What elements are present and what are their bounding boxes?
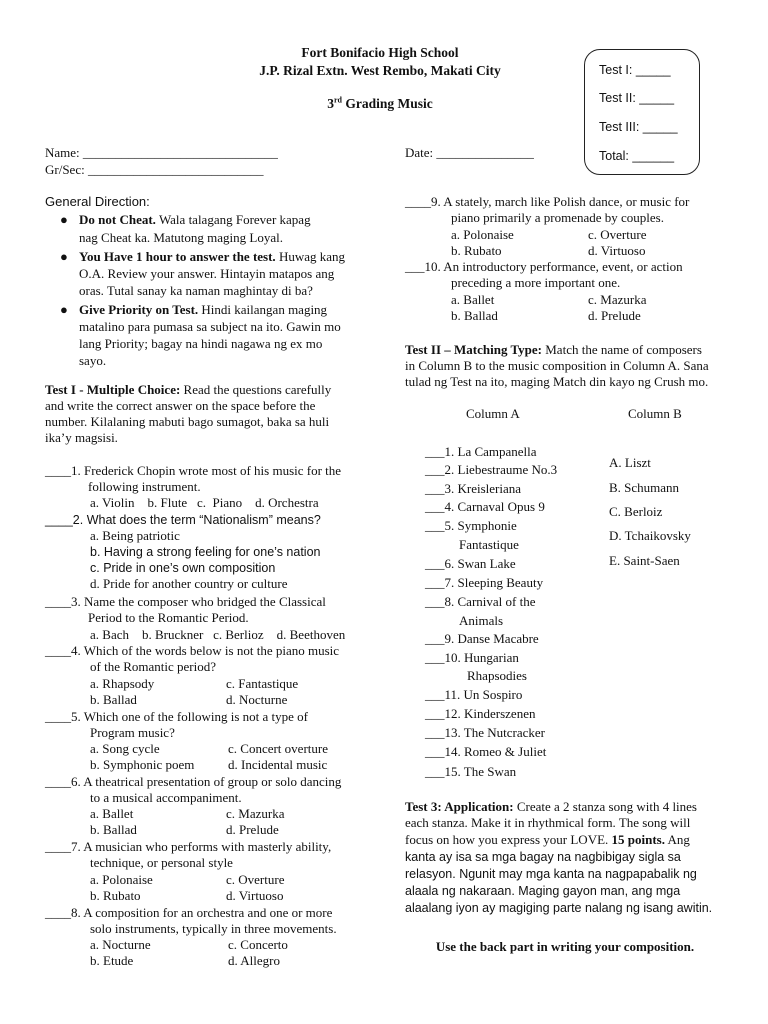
test2-instr-2: in Column B to the music composition in Column A. Sana bbox=[405, 358, 709, 373]
q6-option-d: d. Prelude bbox=[226, 822, 279, 837]
direction-3-text-4: sayo. bbox=[79, 353, 107, 368]
q10-option-d: d. Prelude bbox=[588, 308, 641, 323]
q10-text-2: preceding a more important one. bbox=[451, 275, 621, 290]
score-test3[interactable]: Test III: _____ bbox=[599, 120, 678, 134]
q10-option-c: c. Mazurka bbox=[588, 292, 647, 307]
col-a-item: ___10. Hungarian bbox=[425, 650, 519, 665]
column-a-title: Column A bbox=[466, 406, 520, 421]
q5-option-a: a. Song cycle bbox=[90, 741, 160, 756]
test2-instr-1: Match the name of composers bbox=[545, 342, 702, 357]
q7-option-c: c. Overture bbox=[226, 872, 285, 887]
test1-instr-1: Read the questions carefully bbox=[183, 382, 332, 397]
q4-text-2: of the Romantic period? bbox=[90, 659, 216, 674]
test3-text-3b: Ang bbox=[667, 832, 690, 847]
q9-text-2: piano primarily a promenade by couples. bbox=[451, 210, 664, 225]
q10-text: ___10. An introductory performance, event, or action bbox=[405, 259, 683, 274]
score-box bbox=[584, 49, 700, 175]
col-a-item-cont: Rhapsodies bbox=[467, 668, 527, 683]
bullet-icon: ● bbox=[60, 302, 68, 317]
direction-3-line-1 bbox=[79, 302, 327, 318]
direction-2-text-2: O.A. Review your answer. Hintayin matapos ang bbox=[79, 266, 335, 281]
col-a-item: ___5. Symphonie bbox=[425, 518, 517, 533]
test2-line-1 bbox=[405, 342, 702, 358]
test3-text-5: relasyon. Ngunit may mga kanta na nagpapabalik ng bbox=[405, 867, 697, 881]
q1-text: ____1. Frederick Chopin wrote most of his music for the bbox=[45, 463, 342, 478]
test2-instr-3: tulad ng Test na ito, maging Match din kayo ng Crush mo. bbox=[405, 374, 709, 389]
q5-option-b: b. Symphonic poem bbox=[90, 757, 195, 772]
q10-option-a: a. Ballet bbox=[451, 292, 495, 307]
col-b-item: A. Liszt bbox=[609, 455, 651, 470]
test3-footer-note: Use the back part in writing your composition. bbox=[435, 939, 695, 954]
q3-text-2: Period to the Romantic Period. bbox=[88, 610, 249, 625]
q9-option-c: c. Overture bbox=[588, 227, 647, 242]
q2-text: ____2. What does the term “Nationalism” means? bbox=[45, 513, 321, 527]
q7-option-a: a. Polonaise bbox=[90, 872, 153, 887]
q8-option-a: a. Nocturne bbox=[90, 937, 151, 952]
direction-3-text-2: matalino para pumasa sa subject na ito. Gawin mo bbox=[79, 319, 341, 334]
test3-text-6: alaala ng nakaraan. Maging gayon man, ang mga bbox=[405, 884, 681, 898]
q2-option-a: a. Being patriotic bbox=[90, 528, 180, 543]
col-a-item: ___4. Carnaval Opus 9 bbox=[425, 499, 545, 514]
q8-option-d: d. Allegro bbox=[228, 953, 280, 968]
q8-option-b: b. Etude bbox=[90, 953, 134, 968]
col-a-item: ___15. The Swan bbox=[425, 764, 517, 779]
direction-2-text-3: oras. Tutal sanay ka naman maghintay di ba? bbox=[79, 283, 313, 298]
q6-option-c: c. Mazurka bbox=[226, 806, 285, 821]
direction-2-text-1: Huwag kang bbox=[278, 249, 346, 264]
direction-3-text-3: lang Priority; bagay na hindi nagawa ng ex mo bbox=[79, 336, 323, 351]
score-total[interactable]: Total: ______ bbox=[599, 149, 675, 163]
q9-text: ____9. A stately, march like Polish dance, or music for bbox=[405, 194, 690, 209]
test3-title: Test 3: Application: bbox=[405, 799, 514, 814]
q5-text: ____5. Which one of the following is not a type of bbox=[45, 709, 308, 724]
direction-1-bold: Do not Cheat. bbox=[79, 212, 156, 227]
col-a-item: ___11. Un Sospiro bbox=[425, 687, 523, 702]
test2-title: Test II – Matching Type: bbox=[405, 342, 542, 357]
col-a-item: ___6. Swan Lake bbox=[425, 556, 516, 571]
q8-text-2: solo instruments, typically in three movements. bbox=[90, 921, 337, 936]
direction-2-bold: You Have 1 hour to answer the test. bbox=[79, 249, 276, 264]
test3-text-7: alaalang iyon ay magiging parte nalang ng isang awitin. bbox=[405, 901, 713, 915]
q1-text-2: following instrument. bbox=[88, 479, 201, 494]
test3-text-3: focus on how you express your LOVE. bbox=[405, 832, 609, 847]
q6-option-a: a. Ballet bbox=[90, 806, 134, 821]
q2-option-c: c. Pride in one’s own composition bbox=[90, 561, 276, 575]
col-a-item: ___8. Carnival of the bbox=[425, 594, 536, 609]
q4-option-a: a. Rhapsody bbox=[90, 676, 155, 691]
test3-points: 15 points. bbox=[611, 832, 665, 847]
score-test2[interactable]: Test II: _____ bbox=[599, 91, 675, 105]
directions-title: General Direction: bbox=[45, 194, 150, 209]
q9-option-d: d. Virtuoso bbox=[588, 243, 646, 258]
col-a-item-cont: Animals bbox=[459, 613, 504, 628]
grsec-field[interactable]: Gr/Sec: ___________________________ bbox=[45, 162, 264, 177]
grading-suffix: rd bbox=[333, 95, 342, 105]
test3-text-2: each stanza. Make it in rhythmical form. The song will bbox=[405, 815, 691, 830]
direction-2-line-1 bbox=[79, 249, 345, 265]
test3-line-3 bbox=[405, 832, 690, 848]
test3-line-1 bbox=[405, 799, 697, 815]
bullet-icon: ● bbox=[60, 249, 68, 264]
col-a-item: ___12. Kinderszenen bbox=[425, 706, 536, 721]
q5-option-d: d. Incidental music bbox=[228, 757, 328, 772]
col-b-item: E. Saint-Saen bbox=[609, 553, 680, 568]
q9-option-b: b. Rubato bbox=[451, 243, 502, 258]
direction-3-text-1: Hindi kailangan maging bbox=[201, 302, 328, 317]
q4-option-c: c. Fantastique bbox=[226, 676, 299, 691]
q2-option-b: b. Having a strong feeling for one’s nation bbox=[90, 545, 321, 559]
q2-option-d: d. Pride for another country or culture bbox=[90, 576, 288, 591]
date-field[interactable]: Date: _______________ bbox=[405, 145, 534, 160]
q3-text: ____3. Name the composer who bridged the Classical bbox=[45, 594, 326, 609]
q6-option-b: b. Ballad bbox=[90, 822, 137, 837]
test1-instr-4: ika’y magsisi. bbox=[45, 430, 118, 445]
q5-option-c: c. Concert overture bbox=[228, 741, 328, 756]
grading-label: Grading Music bbox=[341, 96, 433, 111]
test1-title: Test I - Multiple Choice: bbox=[45, 382, 181, 397]
direction-3-bold: Give Priority on Test. bbox=[79, 302, 199, 317]
q8-option-c: c. Concerto bbox=[228, 937, 288, 952]
q5-text-2: Program music? bbox=[90, 725, 175, 740]
q4-option-b: b. Ballad bbox=[90, 692, 137, 707]
q7-text-2: technique, or personal style bbox=[90, 855, 233, 870]
col-a-item: ___13. The Nutcracker bbox=[425, 725, 545, 740]
school-name: Fort Bonifacio High School bbox=[301, 45, 459, 60]
school-address: J.P. Rizal Extn. West Rembo, Makati City bbox=[259, 63, 501, 78]
name-field[interactable]: Name: ______________________________ bbox=[45, 145, 278, 160]
test3-text-1: Create a 2 stanza song with 4 lines bbox=[516, 799, 697, 814]
col-a-item: ___14. Romeo & Juliet bbox=[425, 744, 547, 759]
q10-option-b: b. Ballad bbox=[451, 308, 498, 323]
test1-instr-3: number. Kilalaning mabuti bago sumagot, baka sa huli bbox=[45, 414, 330, 429]
col-a-item-cont: Fantastique bbox=[459, 537, 519, 552]
q8-text: ____8. A composition for an orchestra and one or more bbox=[45, 905, 333, 920]
q9-option-a: a. Polonaise bbox=[451, 227, 514, 242]
grading-number: 3 bbox=[327, 96, 334, 111]
bullet-icon: ● bbox=[60, 212, 68, 227]
exam-title bbox=[150, 96, 610, 112]
q3-options: a. Bach b. Bruckner c. Berlioz d. Beethoven bbox=[90, 627, 346, 642]
q6-text-2: to a musical accompaniment. bbox=[90, 790, 242, 805]
column-b-title: Column B bbox=[628, 406, 682, 421]
col-b-item: B. Schumann bbox=[609, 480, 680, 495]
q1-options: a. Violin b. Flute c. Piano d. Orchestra bbox=[90, 495, 319, 510]
q6-text: ____6. A theatrical presentation of group or solo dancing bbox=[45, 774, 342, 789]
q4-option-d: d. Nocturne bbox=[226, 692, 288, 707]
direction-1-line-1 bbox=[79, 212, 311, 228]
col-a-item: ___2. Liebestraume No.3 bbox=[425, 462, 558, 477]
col-a-item: ___9. Danse Macabre bbox=[425, 631, 539, 646]
col-a-item: ___7. Sleeping Beauty bbox=[425, 575, 544, 590]
test3-text-4: kanta ay isa sa mga bagay na nagbibigay sigla sa bbox=[405, 850, 681, 864]
test1-instructions-line-1 bbox=[45, 382, 331, 398]
col-b-item: D. Tchaikovsky bbox=[609, 528, 691, 543]
q4-text: ____4. Which of the words below is not the piano music bbox=[45, 643, 340, 658]
q7-text: ____7. A musician who performs with masterly ability, bbox=[45, 839, 332, 854]
col-a-item: ___3. Kreisleriana bbox=[425, 481, 522, 496]
col-a-item: ___1. La Campanella bbox=[425, 444, 537, 459]
q7-option-d: d. Virtuoso bbox=[226, 888, 284, 903]
test1-instr-2: and write the correct answer on the space before the bbox=[45, 398, 316, 413]
direction-1-text-1: Wala talagang Forever kapag bbox=[158, 212, 311, 227]
q7-option-b: b. Rubato bbox=[90, 888, 141, 903]
direction-1-text-2: nag Cheat ka. Matutong maging Loyal. bbox=[79, 230, 283, 245]
score-test1[interactable]: Test I: _____ bbox=[599, 63, 671, 77]
col-b-item: C. Berloiz bbox=[609, 504, 663, 519]
